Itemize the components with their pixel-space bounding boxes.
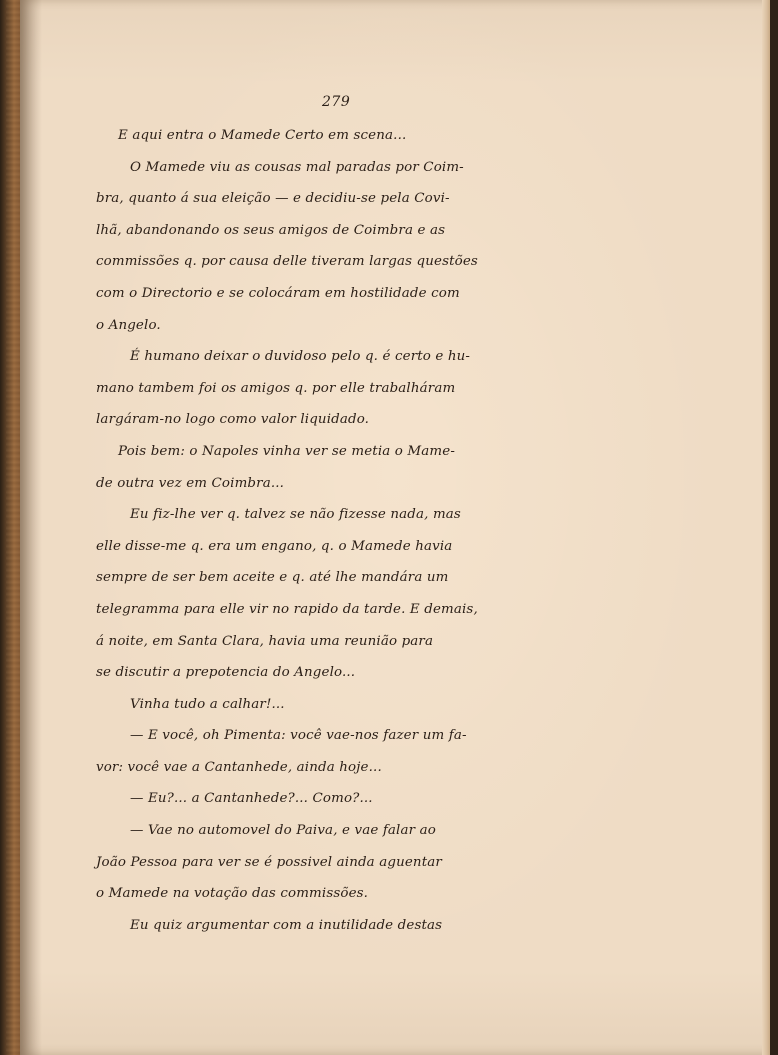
handwritten-text-block [96, 120, 582, 941]
text-line: á noite, em Santa Clara, havia uma reunião para [96, 633, 434, 649]
text-line: o Mamede na votação das commissões. [96, 886, 369, 902]
text-line: Eu quiz argumentar com a inutilidade destas [130, 917, 443, 933]
text-line: largáram-no logo como valor liquidado. [96, 412, 370, 428]
text-line: Pois bem: o Napoles vinha ver se metia o Mame- [118, 443, 456, 459]
text-line: vor: você vae a Cantanhede, ainda hoje... [96, 759, 382, 775]
text-line: — Eu?... a Cantanhede?... Como?... [130, 791, 373, 807]
text-line: commissões q. por causa delle tiveram largas questões [96, 254, 478, 270]
page-right-edge [762, 0, 770, 1055]
text-line: Eu fiz-lhe ver q. talvez se não fizesse nada, mas [130, 507, 461, 523]
text-line: — Vae no automovel do Paiva, e vae falar ao [130, 823, 436, 839]
text-line: lhã, abandonando os seus amigos de Coimbra e as [96, 222, 446, 238]
text-line: se discutir a prepotencia do Angelo... [96, 665, 356, 681]
text-line: bra, quanto á sua eleição — e decidiu-se pela Covi- [96, 191, 450, 207]
text-line: de outra vez em Coimbra... [96, 475, 285, 491]
gutter-shadow [20, 0, 42, 1055]
text-line: O Mamede viu as cousas mal paradas por Coim- [130, 159, 464, 175]
text-line: o Angelo. [96, 317, 161, 333]
text-line: Vinha tudo a calhar!... [130, 696, 285, 712]
page-number: 279 [322, 94, 351, 110]
text-line: sempre de ser bem aceite e q. até lhe mandára um [96, 570, 449, 586]
text-line: João Pessoa para ver se é possivel ainda aguentar [96, 854, 442, 870]
text-line: — E você, oh Pimenta: você vae-nos fazer um fa- [130, 728, 467, 744]
text-line: elle disse-me q. era um engano, q. o Mamede havia [96, 538, 453, 554]
text-line: com o Directorio e se colocáram em hostilidade com [96, 285, 460, 301]
text-line: É humano deixar o duvidoso pelo q. é certo e hu- [130, 349, 471, 365]
text-line: telegramma para elle vir no rapido da tarde. E demais, [96, 601, 478, 617]
text-line: E aqui entra o Mamede Certo em scena... [118, 128, 407, 143]
text-line: mano tambem foi os amigos q. por elle trabalháram [96, 380, 456, 396]
